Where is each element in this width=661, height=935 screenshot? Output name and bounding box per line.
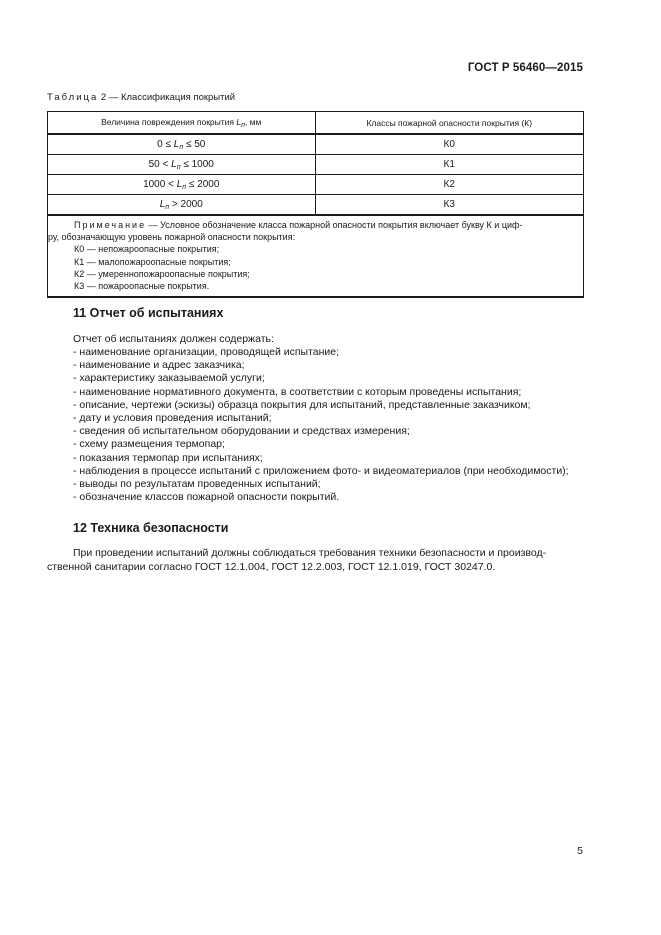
note-item: К3 — пожароопасные покрытия. (74, 281, 210, 292)
list-item: - описание, чертежи (эскизы) образца покрытия для испытаний, представленные заказчиком; (73, 399, 569, 412)
damage-range-cell: $L_п > 2000$ (48, 195, 316, 216)
paragraph-line-1: При проведении испытаний должны соблюдаться требования техники безопасности и производ- (73, 547, 547, 559)
table-header-row (48, 112, 584, 135)
section-12-paragraph (47, 546, 584, 574)
list-item: - дату и условия проведения испытаний; (73, 412, 569, 425)
section-11-heading: 11 Отчет об испытаниях (73, 306, 224, 320)
note-label: Примечание (74, 220, 147, 230)
list-item: - обозначение классов пожарной опасности покрытий. (73, 491, 569, 504)
note-line-2: ру, обозначающую уровень пожарной опасности покрытия: (48, 232, 296, 243)
section-12-heading: 12 Техника безопасности (73, 521, 229, 535)
list-item: - наименование организации, проводящей испытание; (73, 346, 569, 359)
class-cell: К3 (315, 195, 584, 216)
damage-range-cell: $0 \le L_п \le 50$ (48, 134, 316, 155)
note-item: К2 — умереннопожароопасные покрытия; (74, 268, 250, 279)
table-row (48, 195, 584, 216)
list-item: - выводы по результатам проведенных испытаний; (73, 478, 569, 491)
table-caption-title: — Классификация покрытий (108, 92, 236, 103)
note-line-1: Примечание — Условное обозначение класса пожарной опасности покрытия включает букву К и циф- (74, 220, 523, 230)
table-caption-label: Таблица (47, 92, 99, 103)
table-row (48, 175, 584, 195)
table-caption-number: 2 (100, 92, 107, 103)
class-cell: К1 (315, 155, 584, 175)
class-cell: К0 (315, 134, 584, 155)
paragraph-line-2: ственной санитарии согласно ГОСТ 12.1.004, ГОСТ 12.2.003, ГОСТ 12.1.019, ГОСТ 30247.0. (47, 561, 496, 573)
table-caption (47, 92, 235, 103)
page-number: 5 (577, 845, 583, 857)
list-item: - характеристику заказываемой услуги; (73, 372, 569, 385)
list-item: - наименование и адрес заказчика; (73, 359, 569, 372)
table-note (48, 215, 584, 297)
table-row (48, 134, 584, 155)
standard-code: ГОСТ Р 56460—2015 (467, 62, 583, 74)
table-row (48, 155, 584, 175)
list-item: - показания термопар при испытаниях; (73, 452, 569, 465)
damage-range-cell: $1000 < L_п \le 2000$ (48, 175, 316, 195)
section-11-intro: Отчет об испытаниях должен содержать: (73, 333, 274, 345)
list-item: - наблюдения в процессе испытаний с приложением фото- и видеоматериалов (при необходимости); (73, 465, 569, 478)
list-item: - схему размещения термопар; (73, 438, 569, 451)
classification-table (47, 111, 584, 298)
note-item: К1 — малопожароопасные покрытия; (74, 256, 231, 267)
list-item: - сведения об испытательном оборудовании и средствах измерения; (73, 425, 569, 438)
damage-range-cell: $50 < L_п \le 1000$ (48, 155, 316, 175)
col-header-class: Классы пожарной опасности покрытия (К) (315, 112, 584, 135)
table-note-row (48, 215, 584, 297)
report-contents-list (73, 346, 569, 504)
class-cell: К2 (315, 175, 584, 195)
note-item: К0 — непожароопасные покрытия; (74, 244, 220, 255)
list-item: - наименование нормативного документа, в соответствии с которым проведены испытания; (73, 386, 569, 399)
col-header-damage: Величина повреждения покрытия $L_п$, мм (48, 112, 316, 135)
